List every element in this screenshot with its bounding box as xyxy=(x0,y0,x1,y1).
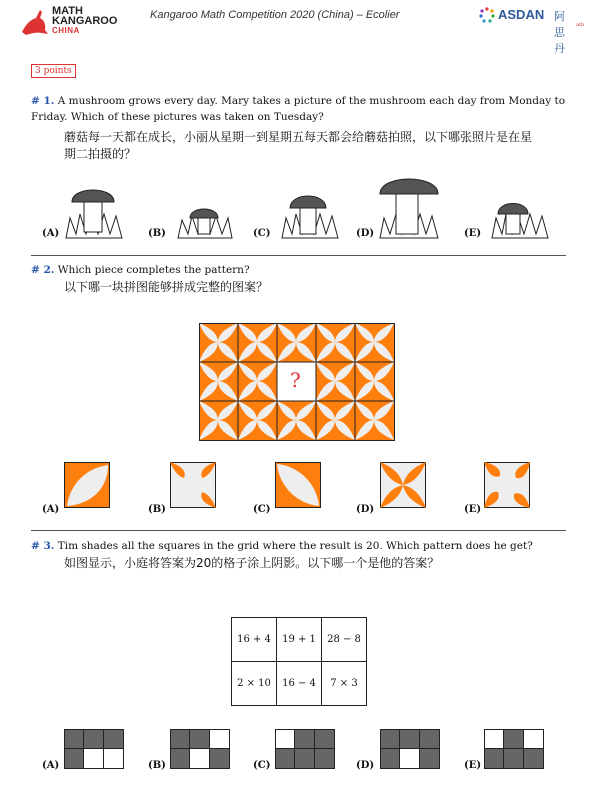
q2-number: # 2. xyxy=(31,264,55,276)
q1-text-cn-2: 期二拍摄的？ xyxy=(64,147,137,161)
q3-cell: 16 + 4 xyxy=(232,618,277,662)
q1-option-d[interactable]: (D) xyxy=(356,228,375,239)
q3-grid-row xyxy=(232,662,367,706)
q2-tile-d[interactable] xyxy=(380,462,426,508)
q3-number: # 3. xyxy=(31,540,55,552)
mushroom-a xyxy=(60,174,132,242)
q2-tile-c[interactable] xyxy=(275,462,321,508)
q3-cell: 7 × 3 xyxy=(322,662,367,706)
q3-grid-e[interactable] xyxy=(484,729,544,769)
q3-grid-a[interactable] xyxy=(64,729,124,769)
logo-line2: KANGAROO xyxy=(52,15,118,27)
asdan-sub2: ath xyxy=(576,22,585,28)
q2-option-e[interactable]: (E) xyxy=(464,504,482,515)
mushroom-d xyxy=(374,170,454,242)
q2-option-b[interactable]: (B) xyxy=(148,504,166,515)
q2-missing-mark: ? xyxy=(290,368,301,392)
logo-line3: CHINA xyxy=(52,26,80,35)
mushroom-c xyxy=(276,174,348,242)
q2-text-en: Which piece completes the pattern? xyxy=(57,264,250,276)
q3-grid-b[interactable] xyxy=(170,729,230,769)
q2-tile-b[interactable] xyxy=(170,462,216,508)
q3-option-d[interactable]: (D) xyxy=(356,760,375,771)
q1-number: # 1. xyxy=(31,95,55,107)
divider-1 xyxy=(31,255,566,256)
q3-option-c[interactable]: (C) xyxy=(253,760,271,771)
q1-text-cn xyxy=(64,129,574,163)
q3-cell: 16 − 4 xyxy=(277,662,322,706)
q1-option-c[interactable]: (C) xyxy=(253,228,271,239)
mushroom-b xyxy=(170,174,242,242)
q1-text-cn-1: 蘑菇每一天都在成长，小丽从星期一到星期五每天都会给蘑菇拍照，以下哪张照片是在星 xyxy=(64,130,533,144)
q2-text-cn: 以下哪一块拼图能够拼成完整的图案？ xyxy=(64,280,269,294)
q3-grid-row xyxy=(232,618,367,662)
q1-option-b[interactable]: (B) xyxy=(148,228,166,239)
math-kangaroo-logo xyxy=(18,6,128,40)
asdan-brand: ASDAN xyxy=(498,7,545,22)
q3-option-b[interactable]: (B) xyxy=(148,760,166,771)
q2-option-d[interactable]: (D) xyxy=(356,504,375,515)
q3-option-a[interactable]: (A) xyxy=(42,760,60,771)
logo-line1: MATH xyxy=(52,5,83,17)
q3-text-en: Tim shades all the squares in the grid where the result is 20. Which pattern does he get? xyxy=(57,540,533,552)
q3-grid-c[interactable] xyxy=(275,729,335,769)
q2-text xyxy=(31,262,250,278)
kangaroo-icon xyxy=(18,6,50,36)
q3-grid-d[interactable] xyxy=(380,729,440,769)
divider-2 xyxy=(31,530,566,531)
q3-text-cn: 如图显示，小庭将答案为20的格子涂上阴影。以下哪一个是他的答案？ xyxy=(64,556,440,570)
q3-cell: 2 × 10 xyxy=(232,662,277,706)
q1-option-e[interactable]: (E) xyxy=(464,228,482,239)
q1-text-en-1: A mushroom grows every day. Mary takes a picture of the mushroom each day from Monday to xyxy=(57,95,566,107)
section-label: 3 points xyxy=(31,64,76,78)
page-title: Kangaroo Math Competition 2020 (China) – Ecolier xyxy=(150,9,400,21)
mushroom-e xyxy=(486,174,558,242)
q2-tile-a[interactable] xyxy=(64,462,110,508)
q1-text-en-2: Friday. Which of these pictures was taken on Tuesday? xyxy=(31,111,324,123)
q3-cell: 28 − 8 xyxy=(322,618,367,662)
q2-tile-e[interactable] xyxy=(484,462,530,508)
q1-option-a[interactable]: (A) xyxy=(42,228,60,239)
q3-option-e[interactable]: (E) xyxy=(464,760,482,771)
asdan-dots-icon xyxy=(478,6,496,24)
q2-option-a[interactable]: (A) xyxy=(42,504,60,515)
q1-text xyxy=(31,93,571,125)
q2-option-c[interactable]: (C) xyxy=(253,504,271,515)
q3-calc-grid xyxy=(231,617,367,706)
q3-cell: 19 + 1 xyxy=(277,618,322,662)
q3-text xyxy=(31,538,533,554)
asdan-brand-cn: 阿思丹 xyxy=(554,10,565,55)
asdan-logo xyxy=(478,6,585,55)
